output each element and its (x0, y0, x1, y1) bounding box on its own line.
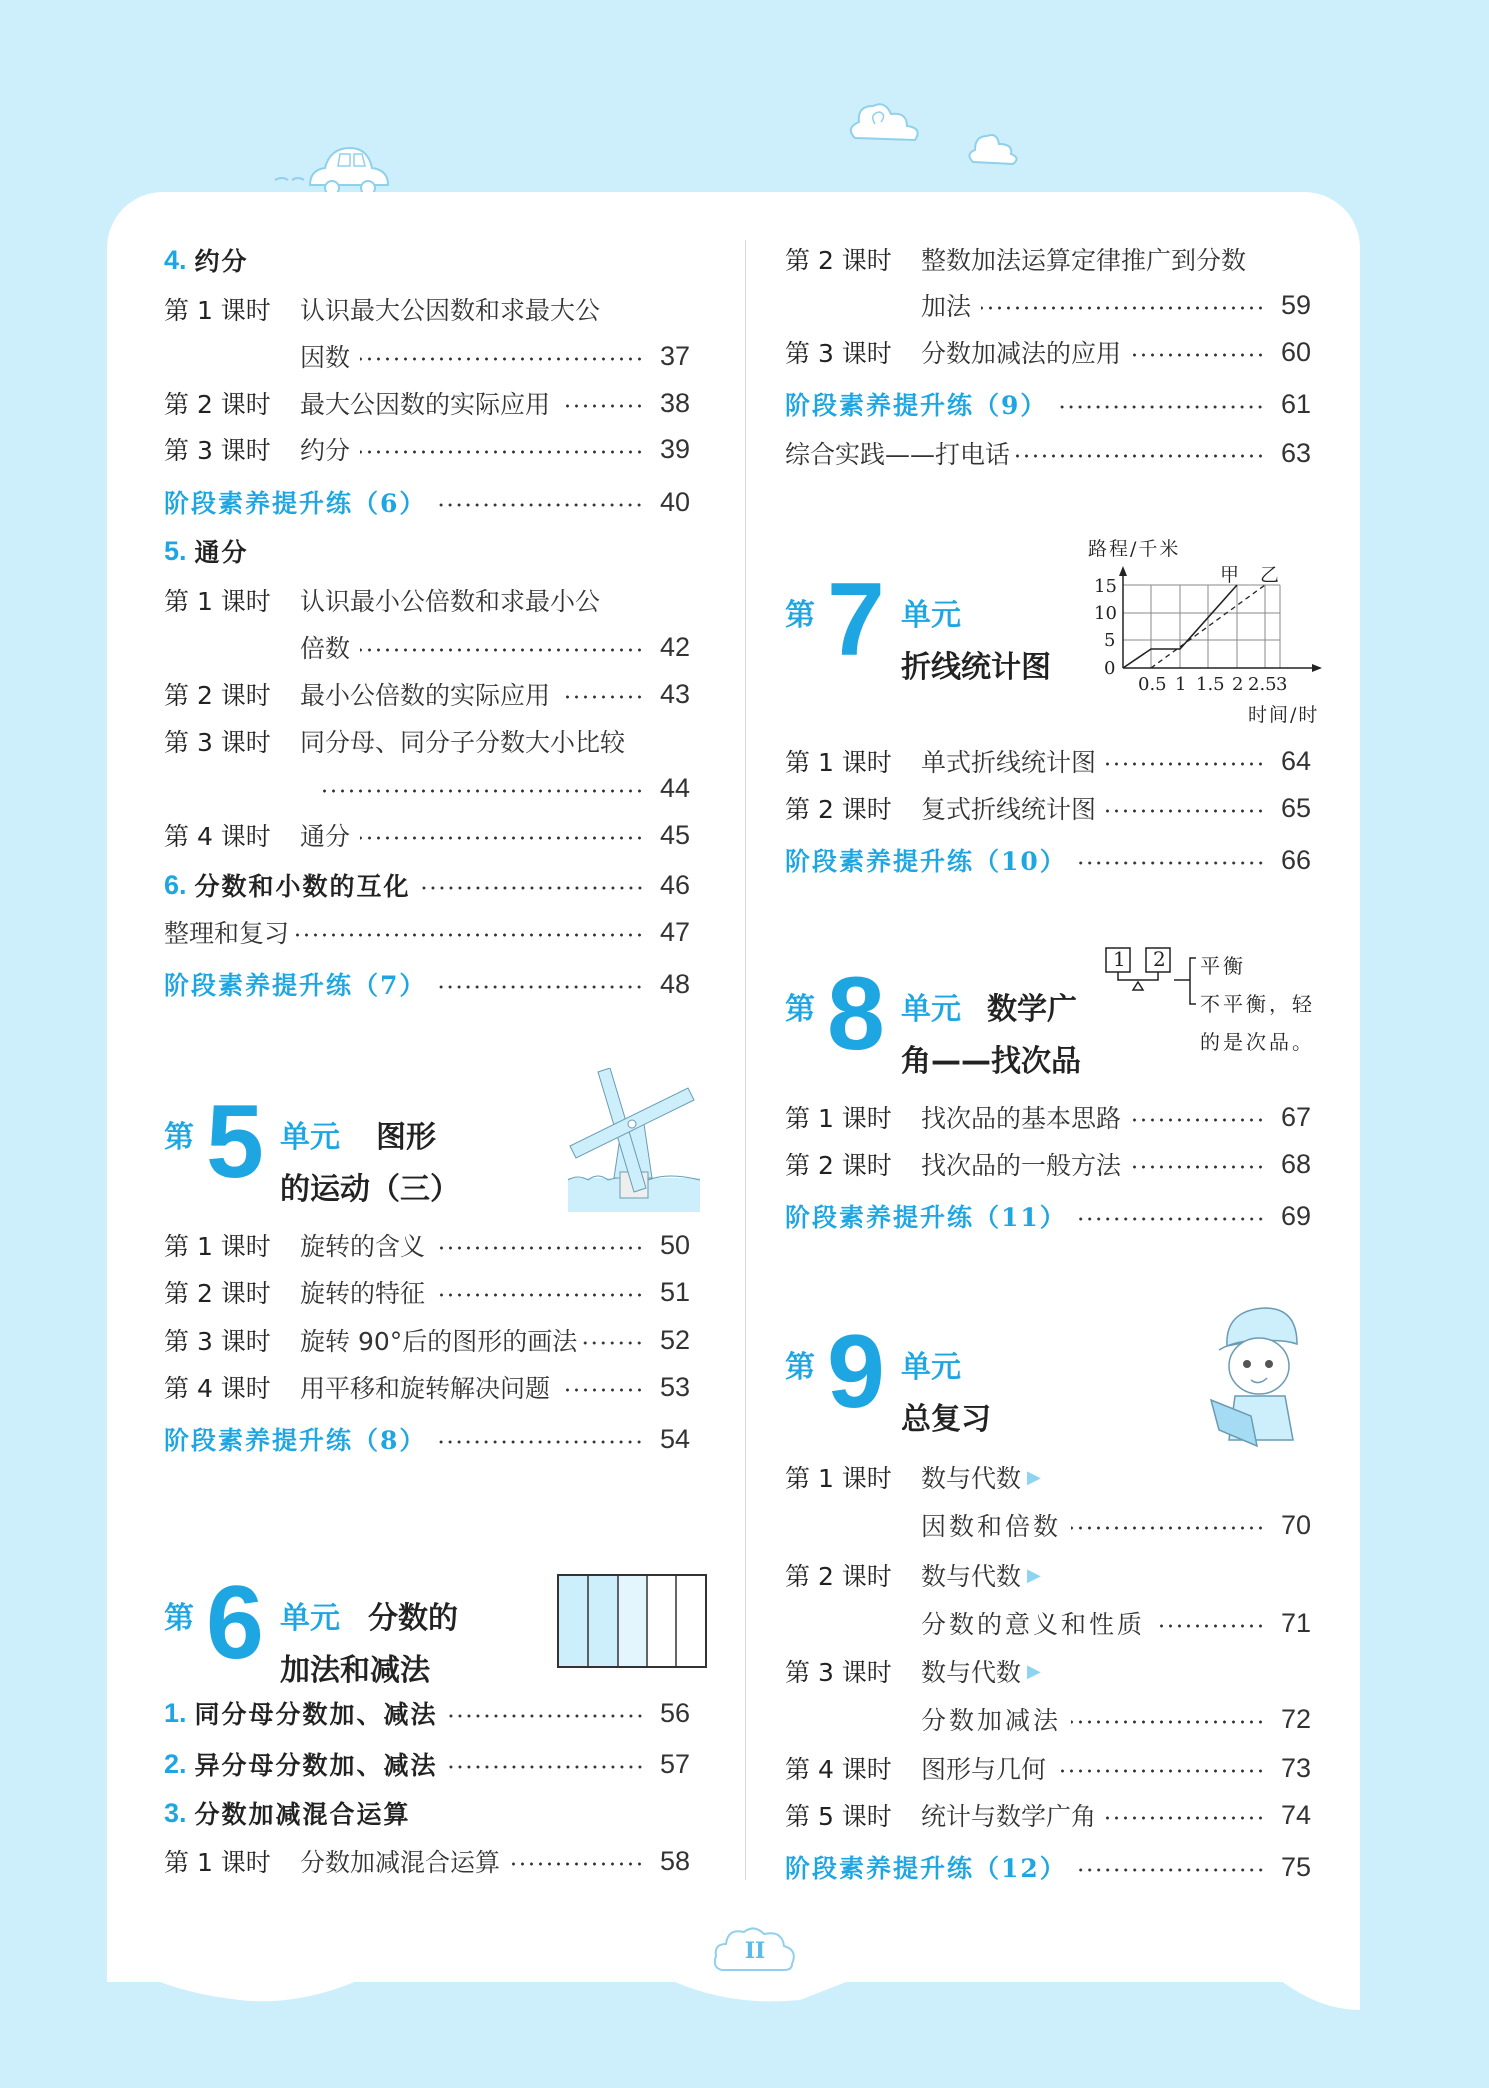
toc-entry[interactable]: 第 2 课时 最大公因数的实际应用 38 (164, 387, 690, 419)
leader-dots (320, 789, 644, 793)
leader-dots (1106, 809, 1265, 813)
leader-dots (1077, 1217, 1265, 1221)
legend-jia: 甲 (1220, 564, 1240, 586)
unit-9-header: 第 9 单元 总复习 (785, 1314, 991, 1437)
balance-outcome-unbalanced: 不平衡，轻 (1200, 992, 1315, 1016)
svg-text:1: 1 (1175, 674, 1187, 695)
cloud-illustration (845, 98, 925, 148)
toc-entry[interactable]: 因数和倍数 70 (921, 1509, 1311, 1541)
fraction-bar-illustration (557, 1574, 707, 1668)
toc-entry[interactable]: 因数 37 (300, 340, 690, 372)
car-illustration (270, 140, 400, 200)
svg-text:2.5: 2.5 (1248, 674, 1277, 695)
balance-box-1: 1 (1113, 947, 1126, 971)
leader-dots (560, 404, 644, 408)
toc-entry[interactable]: 第 4 课时 用平移和旋转解决问题 53 (164, 1371, 690, 1403)
leader-dots (560, 1388, 644, 1392)
svg-text:3: 3 (1276, 674, 1288, 695)
leader-dots (1131, 1165, 1265, 1169)
leader-dots (435, 1246, 644, 1250)
toc-entry[interactable]: 第 5 课时 统计与数学广角 74 (785, 1799, 1311, 1831)
section-4-heading[interactable]: 4. 约分 (164, 244, 249, 276)
unit-8-header: 第 8 单元 数学广 角——找次品 (785, 956, 1081, 1079)
toc-entry[interactable]: 整理和复习 47 (164, 916, 690, 948)
toc-entry[interactable]: 第 1 课时 认识最小公倍数和求最小公 (164, 587, 601, 616)
svg-text:5: 5 (1104, 630, 1116, 651)
line-chart (1080, 530, 1340, 730)
leader-dots (448, 1714, 644, 1718)
toc-entry-practice[interactable]: 阶段素养提升练（7） 48 (164, 968, 690, 1000)
windmill-illustration (568, 1068, 700, 1212)
leader-dots (291, 933, 644, 937)
leader-dots (1106, 1816, 1265, 1820)
toc-entry[interactable]: 第 3 课时 旋转 90°后的图形的画法 52 (164, 1324, 690, 1356)
section-2-heading[interactable]: 2. 异分母分数加、减法 57 (164, 1748, 690, 1780)
toc-entry-practice[interactable]: 阶段素养提升练（10） 66 (785, 844, 1311, 876)
toc-entry[interactable]: 分数的意义和性质 71 (921, 1607, 1311, 1639)
cloud-small-illustration (965, 130, 1021, 170)
leader-dots (579, 1341, 644, 1345)
section-5-heading[interactable]: 5. 通分 (164, 535, 249, 567)
leader-dots (360, 357, 644, 361)
section-1-heading[interactable]: 1. 同分母分数加、减法 56 (164, 1697, 690, 1729)
toc-entry[interactable]: 第 1 课时 分数加减混合运算 58 (164, 1845, 690, 1877)
svg-text:10: 10 (1094, 603, 1117, 624)
toc-entry[interactable]: 分数加减法 72 (921, 1703, 1311, 1735)
wave-footer (0, 1880, 1489, 2088)
toc-entry[interactable]: 第 3 课时 同分母、同分子分数大小比较 (164, 728, 626, 757)
leader-dots (435, 1293, 644, 1297)
leader-dots (436, 985, 644, 989)
leader-dots (360, 836, 644, 840)
leader-dots (421, 886, 644, 890)
toc-entry[interactable]: 第 1 课时 旋转的含义 50 (164, 1229, 690, 1261)
chart-x-label: 时间/时 (1248, 704, 1320, 726)
section-6-heading[interactable]: 6. 分数和小数的互化 46 (164, 869, 690, 901)
leader-dots (1012, 454, 1265, 458)
toc-entry[interactable]: 第 2 课时 数与代数 ▶ (785, 1562, 1041, 1591)
unit-6-header: 第 6 单元 分数的 加法和减法 (164, 1565, 458, 1688)
leader-dots (510, 1862, 644, 1866)
toc-entry[interactable]: 倍数 42 (300, 631, 690, 663)
leader-dots (360, 648, 644, 652)
toc-entry[interactable]: 第 2 课时 找次品的一般方法 68 (785, 1148, 1311, 1180)
toc-entry[interactable]: 综合实践——打电话 63 (785, 437, 1311, 469)
legend-yi: 乙 (1260, 564, 1280, 586)
svg-text:1.5: 1.5 (1196, 674, 1225, 695)
leader-dots (1077, 861, 1265, 865)
leader-dots (436, 1440, 644, 1444)
toc-entry[interactable]: 第 2 课时 旋转的特征 51 (164, 1276, 690, 1308)
toc-entry[interactable]: 第 4 课时 通分 45 (164, 819, 690, 851)
leader-dots (1057, 405, 1265, 409)
leader-dots (981, 306, 1265, 310)
svg-text:0: 0 (1104, 658, 1116, 679)
toc-entry[interactable]: 第 1 课时 找次品的基本思路 67 (785, 1101, 1311, 1133)
toc-entry[interactable]: 第 3 课时 约分 39 (164, 433, 690, 465)
unit-7-header: 第 7 单元 折线统计图 (785, 562, 1051, 685)
section-3-heading[interactable]: 3. 分数加减混合运算 (164, 1797, 411, 1829)
toc-entry[interactable]: 第 2 课时 最小公倍数的实际应用 43 (164, 678, 690, 710)
toc-entry[interactable]: 第 1 课时 数与代数 ▶ (785, 1464, 1041, 1493)
toc-entry[interactable]: 第 3 课时 数与代数 ▶ (785, 1658, 1041, 1687)
leader-dots (1056, 1769, 1265, 1773)
chart-y-label: 路程/千米 (1088, 538, 1181, 560)
page-number: II (744, 1938, 766, 1964)
triangle-right-icon: ▶ (1027, 1564, 1041, 1586)
toc-entry-practice[interactable]: 阶段素养提升练（8） 54 (164, 1423, 690, 1455)
toc-entry[interactable]: 加法 59 (921, 289, 1311, 321)
toc-entry[interactable]: 44 (320, 768, 690, 808)
balance-outcome-balanced: 平衡 (1200, 954, 1246, 978)
toc-entry[interactable]: 第 1 课时 认识最大公因数和求最大公 (164, 296, 601, 325)
leader-dots (1131, 1118, 1265, 1122)
toc-entry[interactable]: 第 1 课时 单式折线统计图 64 (785, 745, 1311, 777)
svg-text:0.5: 0.5 (1138, 674, 1167, 695)
toc-entry[interactable]: 第 3 课时 分数加减法的应用 60 (785, 336, 1311, 368)
toc-entry-practice[interactable]: 阶段素养提升练（9） 61 (785, 388, 1311, 420)
boy-reading-illustration (1205, 1300, 1315, 1450)
unit-5-header: 第 5 单元 图形 的运动（三） (164, 1084, 460, 1207)
svg-text:15: 15 (1094, 576, 1117, 597)
leader-dots (1071, 1526, 1265, 1530)
balance-box-2: 2 (1153, 947, 1166, 971)
toc-entry[interactable]: 第 2 课时 整数加法运算定律推广到分数 (785, 246, 1247, 275)
leader-dots (1131, 353, 1265, 357)
leader-dots (436, 503, 644, 507)
column-divider (745, 240, 746, 1880)
balance-outcome-unbalanced-2: 的是次品。 (1200, 1030, 1315, 1054)
toc-entry-practice[interactable]: 阶段素养提升练（11） 69 (785, 1200, 1311, 1232)
leader-dots (1077, 1868, 1265, 1872)
leader-dots (1155, 1624, 1265, 1628)
toc-entry[interactable]: 第 4 课时 图形与几何 73 (785, 1752, 1311, 1784)
balance-scale-diagram (1104, 946, 1344, 1066)
leader-dots (560, 695, 644, 699)
leader-dots (1071, 1720, 1265, 1724)
toc-entry[interactable]: 第 2 课时 复式折线统计图 65 (785, 792, 1311, 824)
triangle-right-icon: ▶ (1027, 1660, 1041, 1682)
triangle-right-icon: ▶ (1027, 1466, 1041, 1488)
page-number-badge (712, 1924, 798, 1974)
toc-entry-practice[interactable]: 阶段素养提升练（12） 75 (785, 1851, 1311, 1883)
leader-dots (1106, 762, 1265, 766)
leader-dots (448, 1765, 644, 1769)
leader-dots (360, 450, 644, 454)
svg-text:2: 2 (1232, 674, 1244, 695)
toc-entry-practice[interactable]: 阶段素养提升练（6） 40 (164, 486, 690, 518)
